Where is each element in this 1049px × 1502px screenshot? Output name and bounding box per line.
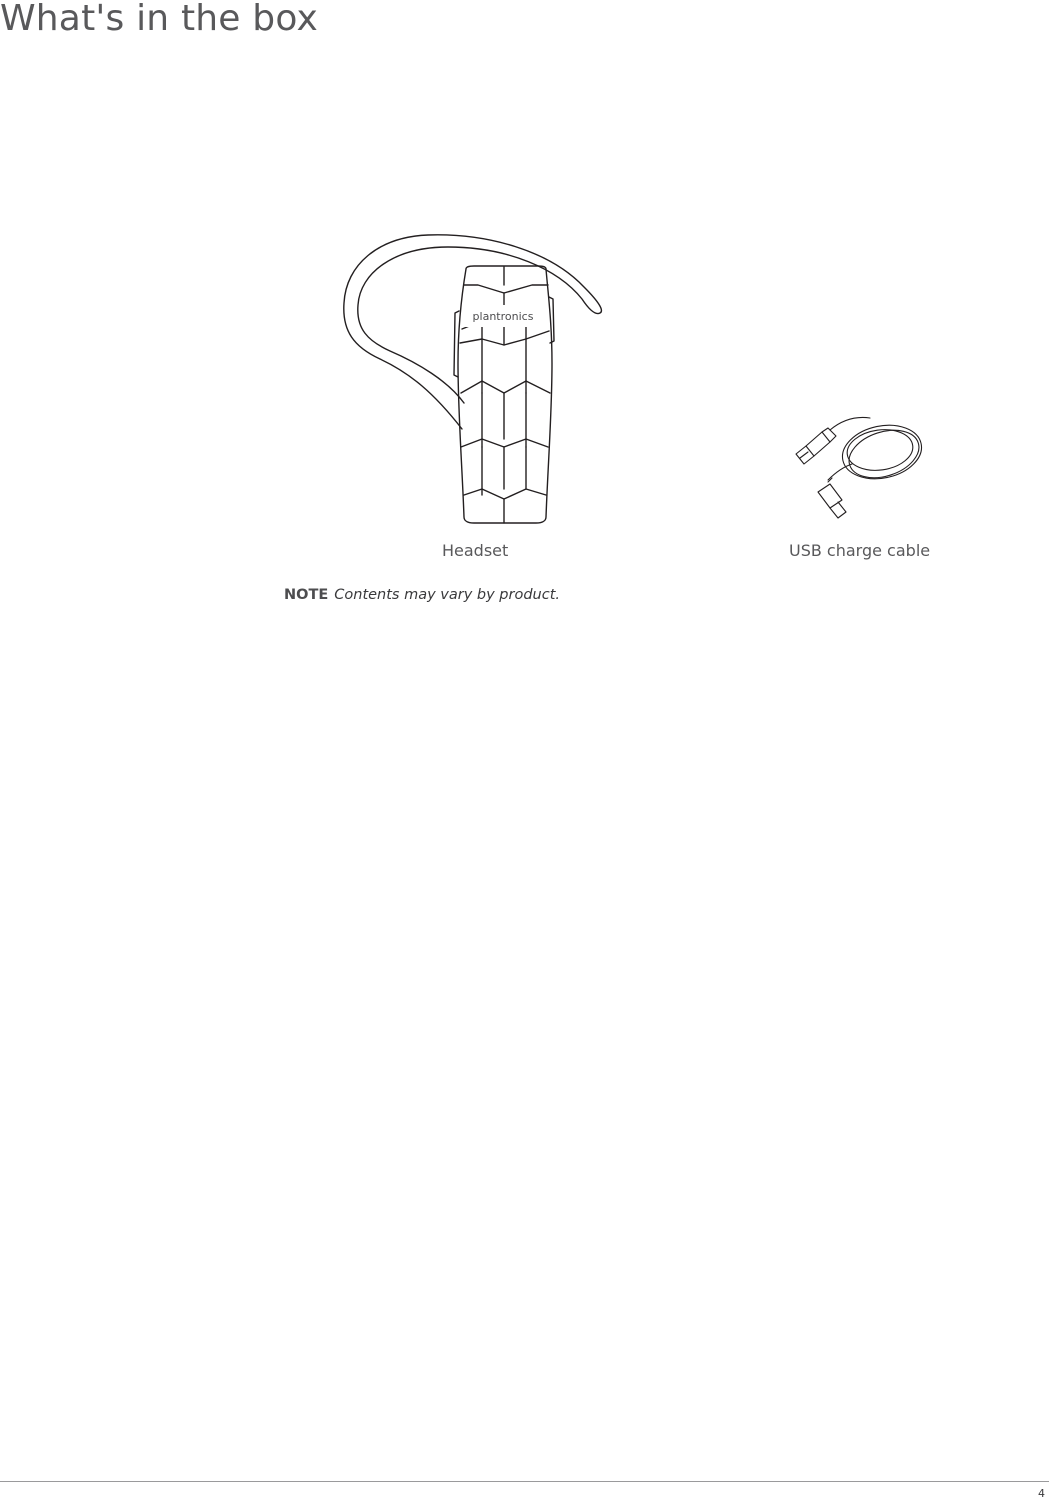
page-number: 4 xyxy=(1038,1487,1045,1500)
headset-caption: Headset xyxy=(442,541,509,560)
note-label: NOTE xyxy=(284,587,329,603)
brand-text: plantronics xyxy=(472,310,534,323)
usb-cable-caption: USB charge cable xyxy=(789,541,931,560)
page-title: What's in the box xyxy=(0,0,318,39)
headset-illustration xyxy=(338,233,610,527)
note xyxy=(284,585,560,605)
footer-divider xyxy=(0,1481,1049,1482)
usb-cable-illustration xyxy=(786,408,926,526)
note-text: Contents may vary by product. xyxy=(334,587,561,603)
